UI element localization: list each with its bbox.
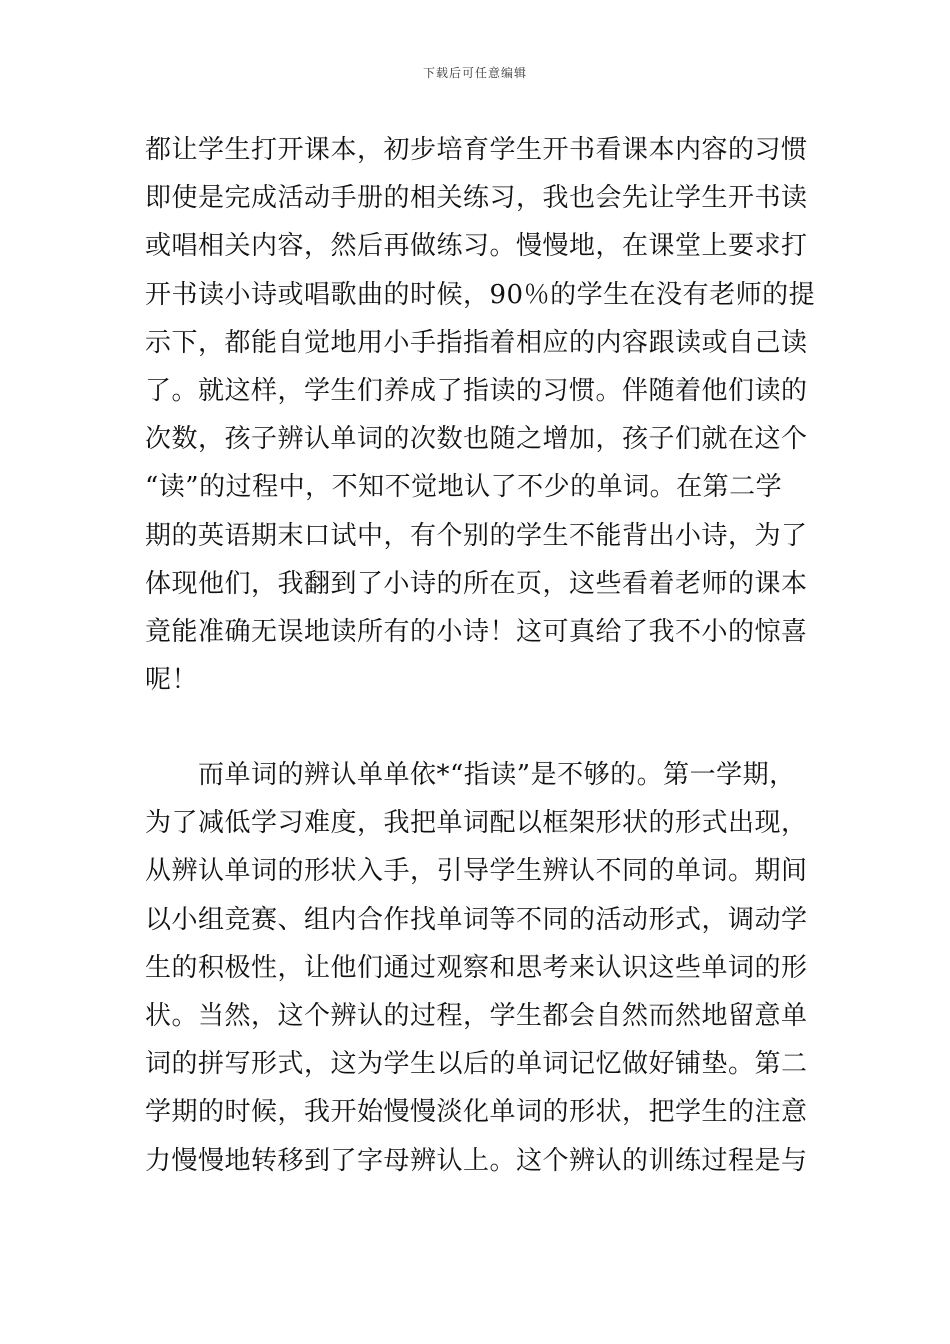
text-line: 状。当然，这个辨认的过程，学生都会自然而然地留意单	[145, 1000, 808, 1031]
text-line: 了。就这样，学生们养成了指读的习惯。伴随着他们读的	[145, 375, 808, 406]
text-line: 期的英语期末口试中，有个别的学生不能背出小诗，为了	[145, 520, 808, 551]
text-line: 以小组竞赛、组内合作找单词等不同的活动形式，调动学	[145, 904, 808, 935]
page-header: 下载后可任意编辑	[422, 66, 527, 80]
text-line: 从辨认单词的形状入手，引导学生辨认不同的单词。期间	[145, 856, 808, 887]
text-line: 词的拼写形式，这为学生以后的单词记忆做好铺垫。第二	[145, 1049, 808, 1080]
text-line: 竟能准确无误地读所有的小诗！这可真给了我不小的惊喜	[145, 616, 808, 647]
text-line: 学期的时候，我开始慢慢淡化单词的形状，把学生的注意	[145, 1097, 808, 1128]
paragraph-1	[145, 126, 816, 704]
text-line: 或唱相关内容，然后再做练习。慢慢地，在课堂上要求打	[145, 231, 808, 262]
text-line: 都让学生打开课本，初步培育学生开书看课本内容的习惯	[145, 135, 808, 165]
text-line: 体现他们，我翻到了小诗的所在页，这些看着老师的课本	[145, 568, 808, 599]
text-line: 示下，都能自觉地用小手指指着相应的内容跟读或自己读	[145, 327, 808, 358]
text-line: 为了减低学习难度，我把单词配以框架形状的形式出现，	[145, 808, 808, 839]
text-line: 开书读小诗或唱歌曲的时候，90％的学生在没有老师的提	[145, 279, 816, 310]
text-line: 呢！	[145, 665, 199, 696]
text-line: 而单词的辨认单单依*“指读”是不够的。第一学期，	[145, 760, 796, 790]
text-line: 即使是完成活动手册的相关练习，我也会先让学生开书读	[145, 183, 808, 214]
text-line: 力慢慢地转移到了字母辨认上。这个辨认的训练过程是与	[145, 1145, 808, 1176]
text-line: 生的积极性，让他们通过观察和思考来认识这些单词的形	[145, 952, 808, 983]
paragraph-2	[145, 751, 810, 1185]
text-line: 次数，孩子辨认单词的次数也随之增加，孩子们就在这个	[145, 424, 808, 455]
text-line: “读”的过程中，不知不觉地认了不少的单词。在第二学	[145, 472, 783, 503]
